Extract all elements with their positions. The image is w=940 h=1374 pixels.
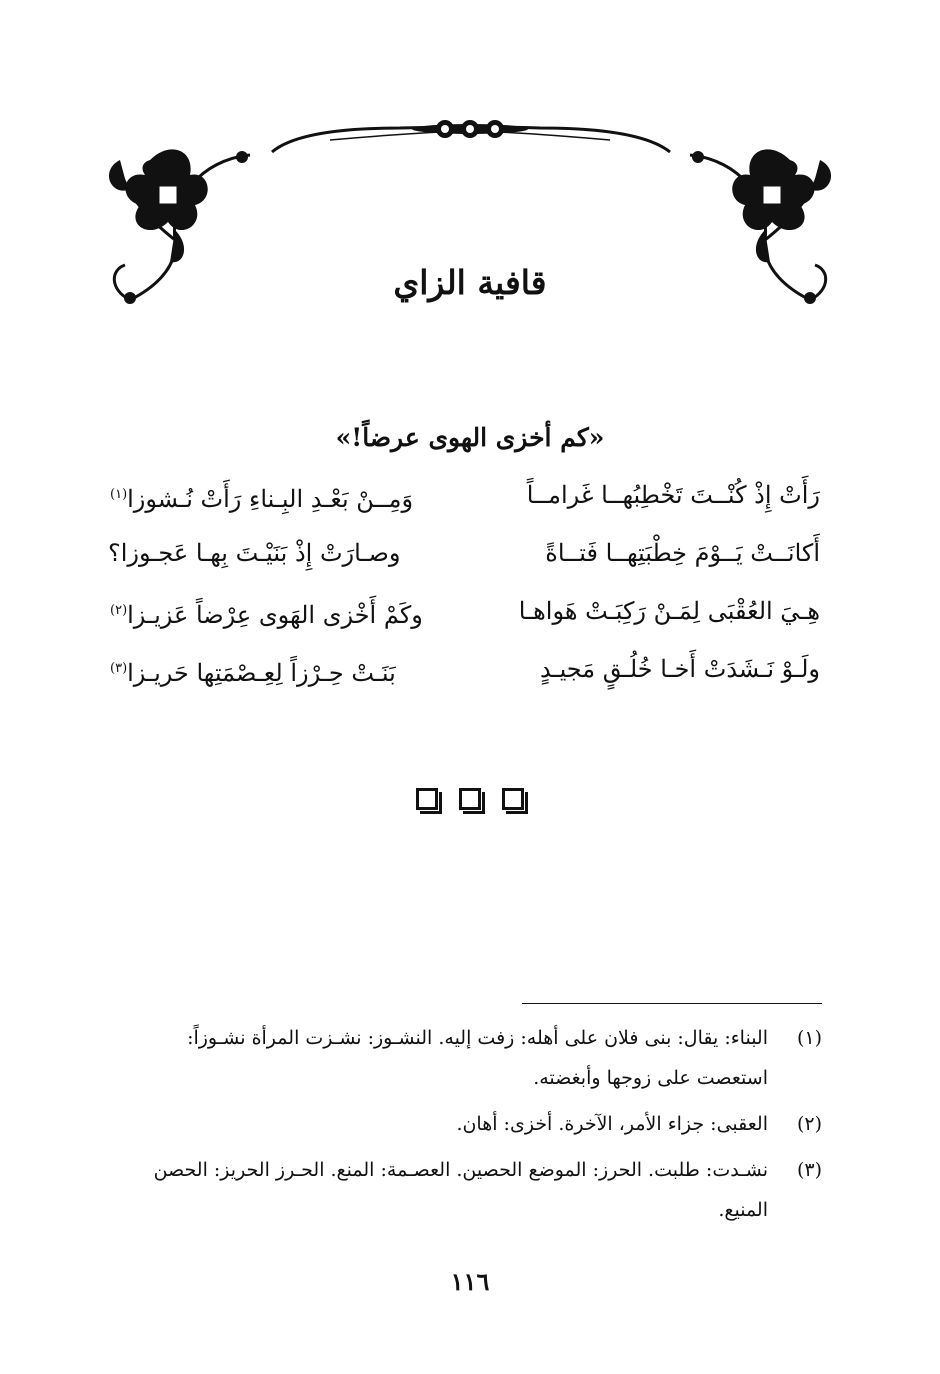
footnote-1-text: البناء: يقال: بنى فلان على أهله: زفت إليه. النشـوز: نشـزت المرأة نشـوزاً: استعصت على زوجها وأبغضته. (187, 1027, 768, 1089)
verse-1-second-text: وَمِــنْ بَعْـدِ البِـناءِ رَأَتْ نُـشوزا (127, 485, 414, 513)
poem-verses (108, 470, 820, 702)
verse-2-first-hemistich: أَكانَــتْ يَــوْمَ خِطْبَتِهــا فَتــاةً (545, 539, 820, 567)
verse-4-second-hemistich (108, 644, 396, 698)
footnote-1 (112, 1018, 822, 1098)
page-number: ١١٦ (450, 1267, 490, 1296)
footnote-2-text: العقبى: جزاء الأمر، الآخرة. أخزى: أهان. (456, 1113, 768, 1135)
poem-title: «كم أخزى الهوى عرضاً!» (335, 423, 605, 452)
footnote-2 (112, 1104, 822, 1144)
verse-1-first-hemistich: رَأَتْ إِذْ كُنْــتَ تَخْطِبُهــا غَرامــاً (526, 481, 820, 509)
verse-1-second-hemistich (108, 470, 413, 524)
verse-2-second-text: وصـارَتْ إِذْ بَنَيْـتَ بِهـا عَجـوزا؟ (108, 539, 401, 567)
footnote-1-number: (١) (796, 1027, 822, 1049)
verse-1 (108, 470, 820, 528)
verse-3 (108, 586, 820, 644)
verse-3-first-hemistich: هِـيَ العُقْبَى لِمَـنْ رَكِبَـتْ هَواهـا (518, 597, 820, 625)
verse-4-first-hemistich: ولَـوْ نَـشَدَتْ أَخـا خُلُـقٍ مَجيـدٍ (539, 655, 820, 683)
footnote-divider (522, 1003, 822, 1004)
separator-square-icon (416, 788, 438, 810)
footnote-marker-3: (٣) (110, 661, 128, 676)
footnote-3-number: (٣) (796, 1159, 822, 1181)
footnote-3 (112, 1150, 822, 1230)
verse-3-second-hemistich (108, 586, 423, 640)
footnote-3-text: نشـدت: طلبت. الحرز: الموضع الحصين. العصـمة: المنع. الحـرز الحريز: الحصن المنيع. (153, 1159, 768, 1221)
verse-2 (108, 528, 820, 586)
verse-4 (108, 644, 820, 702)
separator-square-icon (502, 788, 524, 810)
separator-square-icon (459, 788, 481, 810)
verse-2-second-hemistich (108, 528, 400, 578)
footnotes (112, 1018, 822, 1236)
footnote-marker-1: (١) (110, 487, 128, 502)
footnote-2-number: (٢) (796, 1113, 822, 1135)
verse-4-second-text: بَنَـتْ حِـرْزاً لِعِـصْمَتِها حَريـزا (127, 659, 396, 687)
chapter-title: قافية الزاي (393, 263, 547, 302)
verse-3-second-text: وكَمْ أَخْزى الهَوى عِرْضاً عَزيـزا (127, 601, 423, 629)
footnote-marker-2: (٢) (110, 603, 128, 618)
section-separator (0, 788, 940, 814)
